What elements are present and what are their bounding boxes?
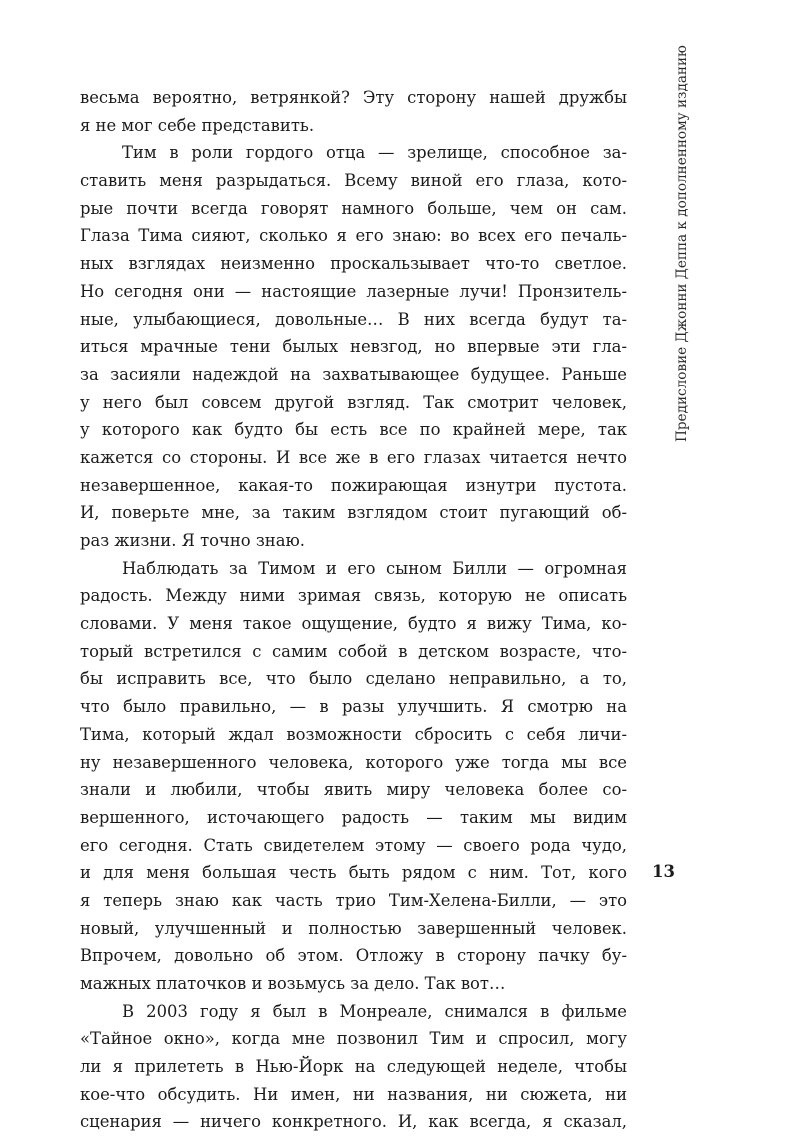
text-line: за засияли надеждой на захватывающее будущее. Раньше xyxy=(80,364,627,384)
text-line: его сегодня. Стать свидетелем этому — своего рода чудо, xyxy=(80,835,627,855)
text-line: у которого как будто бы есть все по крайней мере, так xyxy=(80,420,627,440)
text-line: раз жизни. Я точно знаю. xyxy=(80,531,305,550)
text-line: весьма вероятно, ветрянкой? Эту сторону нашей дружбы xyxy=(80,88,627,107)
text-line: радость. Между ними зримая связь, которую не описать xyxy=(80,586,627,606)
text-line: и для меня большая честь быть рядом с ним. Тот, кого xyxy=(80,863,627,883)
text-line: ные, улыбающиеся, довольные… В них всегда будут та- xyxy=(80,309,627,329)
text-line: бы исправить все, что было сделано неправильно, а то, xyxy=(80,669,627,689)
text-line: Но сегодня они — настоящие лазерные лучи! Пронзитель- xyxy=(80,281,627,301)
text-line: что было правильно, — в разы улучшить. Я смотрю на xyxy=(80,697,627,717)
text-line: Тима, который ждал возможности сбросить с себя личи- xyxy=(80,724,627,744)
text-line: сценария — ничего конкретного. И, как всегда, я сказал, xyxy=(80,1112,627,1132)
text-line: ли я прилететь в Нью-Йорк на следующей неделе, чтобы xyxy=(80,1057,627,1077)
text-line: словами. У меня такое ощущение, будто я вижу Тима, ко- xyxy=(80,614,627,634)
text-line: незавершенное, какая-то пожирающая изнутри пустота. xyxy=(80,475,627,495)
text-line: новый, улучшенный и полностью завершенный человек. xyxy=(80,918,627,938)
text-line: В 2003 году я был в Монреале, снимался в фильме xyxy=(122,1001,627,1021)
text-line: «Тайное окно», когда мне позвонил Тим и спросил, могу xyxy=(80,1029,627,1049)
text-line: Наблюдать за Тимом и его сыном Билли — огромная xyxy=(122,558,627,578)
text-line: ставить меня разрыдаться. Всему виной его глаза, кото- xyxy=(80,171,627,191)
running-head: Предисловие Джонни Деппа к дополненному изданию xyxy=(674,45,690,442)
body-text xyxy=(80,84,627,1136)
text-line: знали и любили, чтобы явить миру человека более со- xyxy=(80,780,627,800)
text-line: Впрочем, довольно об этом. Отложу в сторону пачку бу- xyxy=(80,946,627,966)
text-line: я теперь знаю как часть трио Тим-Хелена-Билли, — это xyxy=(80,890,627,910)
text-line: у него был совсем другой взгляд. Так смотрит человек, xyxy=(80,392,627,412)
text-line: я не мог себе представить. xyxy=(80,115,315,135)
text-line: вершенного, источающего радость — таким мы видим xyxy=(80,807,627,827)
text-line: торый встретился с самим собой в детском возрасте, что- xyxy=(80,641,627,661)
text-line: ну незавершенного человека, которого уже тогда мы все xyxy=(80,752,627,772)
text-line: Тим в роли гордого отца — зрелище, способное за- xyxy=(122,143,627,163)
text-line: ных взглядах неизменно проскальзывает что-то светлое. xyxy=(80,254,627,274)
text-line: И, поверьте мне, за таким взглядом стоит пугающий об- xyxy=(80,503,627,523)
text-line: Глаза Тима сияют, сколько я его знаю: во всех его печаль- xyxy=(80,226,627,246)
page-number: 13 xyxy=(652,862,675,881)
text-line: кажется со стороны. И все же в его глазах читается нечто xyxy=(80,447,627,467)
text-line: мажных платочков и возьмусь за дело. Так вот… xyxy=(80,974,506,993)
text-line: кое-что обсудить. Ни имен, ни названия, ни сюжета, ни xyxy=(80,1084,627,1104)
text-line: рые почти всегда говорят намного больше, чем он сам. xyxy=(80,198,627,218)
text-line: иться мрачные тени былых невзгод, но впервые эти гла- xyxy=(80,337,627,357)
